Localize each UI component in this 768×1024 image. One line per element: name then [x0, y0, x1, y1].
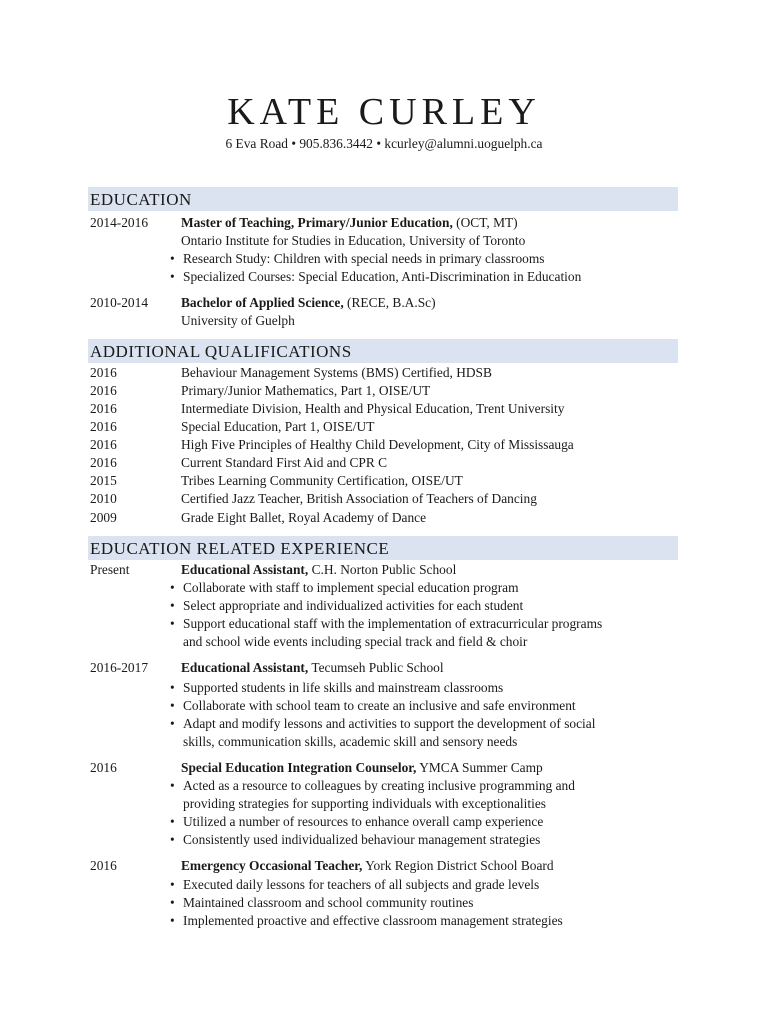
qualifications-title: ADDITIONAL QUALIFICATIONS — [90, 342, 352, 361]
bullet-icon: • — [170, 877, 175, 892]
list-item: • Select appropriate and individualized activities for each student — [90, 597, 680, 615]
entry-institution-row — [90, 232, 680, 250]
list-item: • Maintained classroom and school community routines — [90, 894, 680, 912]
bullet-icon: • — [170, 251, 175, 266]
bullet-icon: • — [170, 778, 175, 793]
list-item: • Collaborate with school team to create an inclusive and safe environment — [90, 697, 680, 715]
bullet-icon: • — [170, 814, 175, 829]
job-entry — [90, 857, 680, 875]
job-title: Educational Assistant, C.H. Norton Public School — [181, 562, 457, 577]
education-section-header — [88, 187, 678, 211]
list-item: • Executed daily lessons for teachers of all subjects and grade levels — [90, 876, 680, 894]
list-item: • Implemented proactive and effective classroom management strategies — [90, 912, 680, 930]
bullet-icon: • — [170, 269, 175, 284]
job-entry — [90, 561, 680, 579]
entry-institution: Ontario Institute for Studies in Education, University of Toronto — [181, 233, 526, 248]
list-item-continuation: skills, communication skills, academic skill and sensory needs — [183, 734, 518, 749]
experience-section-header — [88, 536, 678, 560]
job-date: 2016 — [90, 760, 117, 775]
entry-degree: Bachelor of Applied Science, (RECE, B.A.Sc) — [181, 295, 436, 310]
candidate-name: KATE CURLEY — [227, 91, 541, 133]
education-title: EDUCATION — [90, 190, 192, 209]
bullet-icon: • — [170, 895, 175, 910]
list-item: • Utilized a number of resources to enhance overall camp experience — [90, 813, 680, 831]
entry-degree: Master of Teaching, Primary/Junior Education, (OCT, MT) — [181, 215, 518, 230]
entry-date: 2010-2014 — [90, 295, 149, 310]
qualification-row: 2016 Current Standard First Aid and CPR C — [90, 455, 388, 470]
qualifications-section-header — [88, 339, 678, 363]
qualification-row: 2016 Behaviour Management Systems (BMS) Certified, HDSB — [90, 365, 492, 380]
list-item: • Support educational staff with the implementation of extracurricular programs — [90, 615, 680, 633]
job-title: Educational Assistant, Tecumseh Public School — [181, 660, 444, 675]
bullet-icon: • — [170, 832, 175, 847]
job-date: Present — [90, 562, 130, 577]
education-entry — [90, 214, 680, 232]
list-item: • Research Study: Children with special needs in primary classrooms — [90, 250, 680, 268]
experience-title: EDUCATION RELATED EXPERIENCE — [90, 539, 390, 558]
list-item-continuation: providing strategies for supporting individuals with exceptionalities — [183, 796, 546, 811]
entry-institution: University of Guelph — [181, 313, 295, 328]
list-item: • Collaborate with staff to implement special education program — [90, 579, 680, 597]
job-entry — [90, 659, 680, 677]
job-title: Special Education Integration Counselor, YMCA Summer Camp — [181, 760, 543, 775]
qualification-row: 2016 High Five Principles of Healthy Child Development, City of Mississauga — [90, 437, 574, 452]
list-item: • Consistently used individualized behaviour management strategies — [90, 831, 680, 849]
qualification-row: 2016 Primary/Junior Mathematics, Part 1, OISE/UT — [90, 383, 431, 398]
bullet-icon: • — [170, 716, 175, 731]
qualification-row: 2010 Certified Jazz Teacher, British Association of Teachers of Dancing — [90, 491, 537, 506]
qualification-row: 2015 Tribes Learning Community Certification, OISE/UT — [90, 473, 463, 488]
bullet-icon: • — [170, 616, 175, 631]
entry-date: 2014-2016 — [90, 215, 149, 230]
bullet-icon: • — [170, 913, 175, 928]
job-entry — [90, 759, 680, 777]
contact-line: 6 Eva Road • 905.836.3442 • kcurley@alumni.uoguelph.ca — [225, 136, 543, 151]
job-date: 2016 — [90, 858, 117, 873]
qualification-row: 2016 Intermediate Division, Health and Physical Education, Trent University — [90, 401, 565, 416]
qualification-row: 2009 Grade Eight Ballet, Royal Academy of Dance — [90, 510, 427, 525]
bullet-icon: • — [170, 698, 175, 713]
qualification-row: 2016 Special Education, Part 1, OISE/UT — [90, 419, 375, 434]
list-item: • Specialized Courses: Special Education, Anti-Discrimination in Education — [90, 268, 680, 286]
job-title: Emergency Occasional Teacher, York Region District School Board — [181, 858, 554, 873]
bullet-icon: • — [170, 598, 175, 613]
list-item: • Supported students in life skills and mainstream classrooms — [90, 679, 680, 697]
list-item-continuation: and school wide events including special track and field & choir — [183, 634, 528, 649]
list-item: • Acted as a resource to colleagues by creating inclusive programming and — [90, 777, 680, 795]
bullet-icon: • — [170, 580, 175, 595]
list-item: • Adapt and modify lessons and activities to support the development of social — [90, 715, 680, 733]
bullet-icon: • — [170, 680, 175, 695]
entry-institution-row — [90, 312, 680, 330]
job-date: 2016-2017 — [90, 660, 149, 675]
education-entry — [90, 294, 680, 312]
